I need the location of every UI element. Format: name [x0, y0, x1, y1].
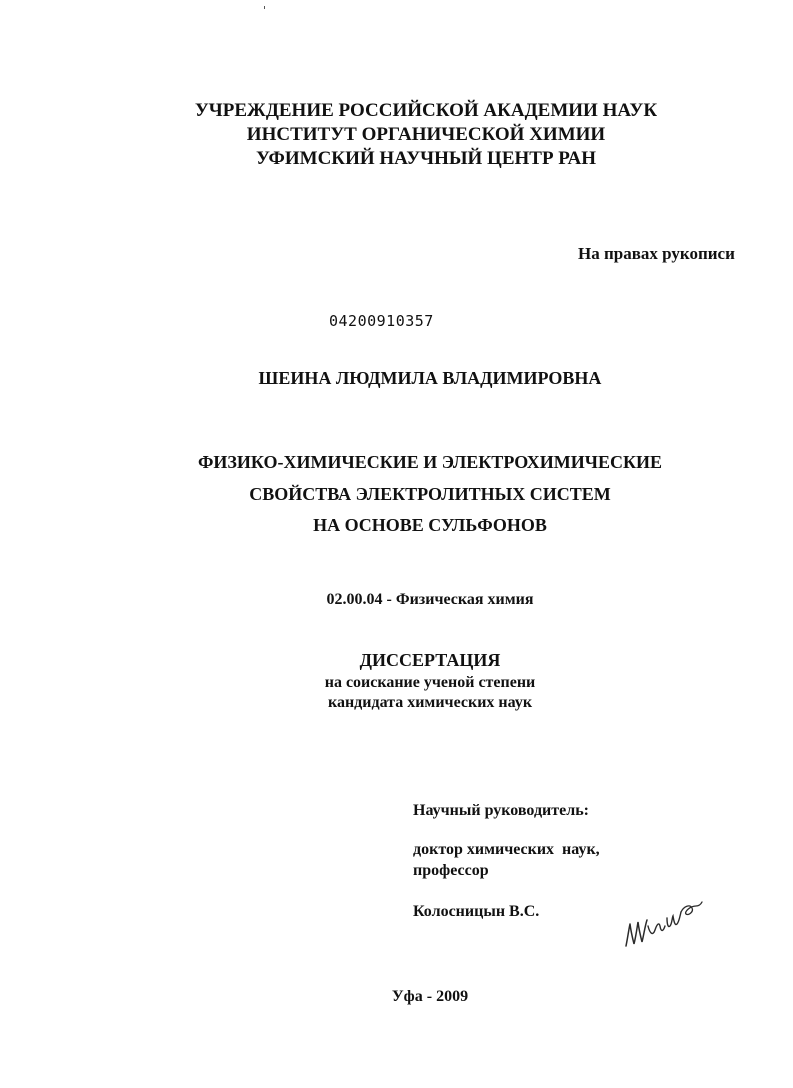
institution-line-3: УФИМСКИЙ НАУЧНЫЙ ЦЕНТР РАН	[256, 148, 596, 169]
degree-purpose-line-1: на соискание ученой степени	[324, 674, 536, 691]
institution-line-2: ИНСТИТУТ ОРГАНИЧЕСКОЙ ХИМИИ	[246, 124, 606, 145]
supervisor-label: Научный руководитель:	[413, 802, 589, 819]
degree-purpose-line-2: кандидата химических наук	[327, 694, 533, 711]
city-and-year: Уфа - 2009	[391, 988, 469, 1005]
supervisor-name: Колосницын В.С.	[413, 903, 540, 920]
specialty-code: 02.00.04 - Физическая химия	[326, 591, 534, 608]
dissertation-title-line-1: ФИЗИКО-ХИМИЧЕСКИЕ И ЭЛЕКТРОХИМИЧЕСКИЕ	[197, 452, 663, 472]
institution-line-1: УЧРЕЖДЕНИЕ РОССИЙСКОЙ АКАДЕМИИ НАУК	[194, 100, 658, 121]
scan-speck	[264, 6, 265, 9]
handwritten-signature	[620, 896, 704, 954]
supervisor-degree-line-1: доктор химических наук,	[413, 841, 600, 858]
author-name: ШЕИНА ЛЮДМИЛА ВЛАДИМИРОВНА	[258, 368, 602, 388]
dissertation-title-line-2: СВОЙСТВА ЭЛЕКТРОЛИТНЫХ СИСТЕМ	[249, 484, 611, 504]
dissertation-title-line-3: НА ОСНОВЕ СУЛЬФОНОВ	[313, 515, 547, 535]
rights-notice: На правах рукописи	[578, 244, 735, 263]
supervisor-degree-line-2: профессор	[413, 862, 489, 879]
document-type-heading: ДИССЕРТАЦИЯ	[359, 650, 501, 670]
registration-stamp-number: 04200910357	[329, 312, 434, 330]
